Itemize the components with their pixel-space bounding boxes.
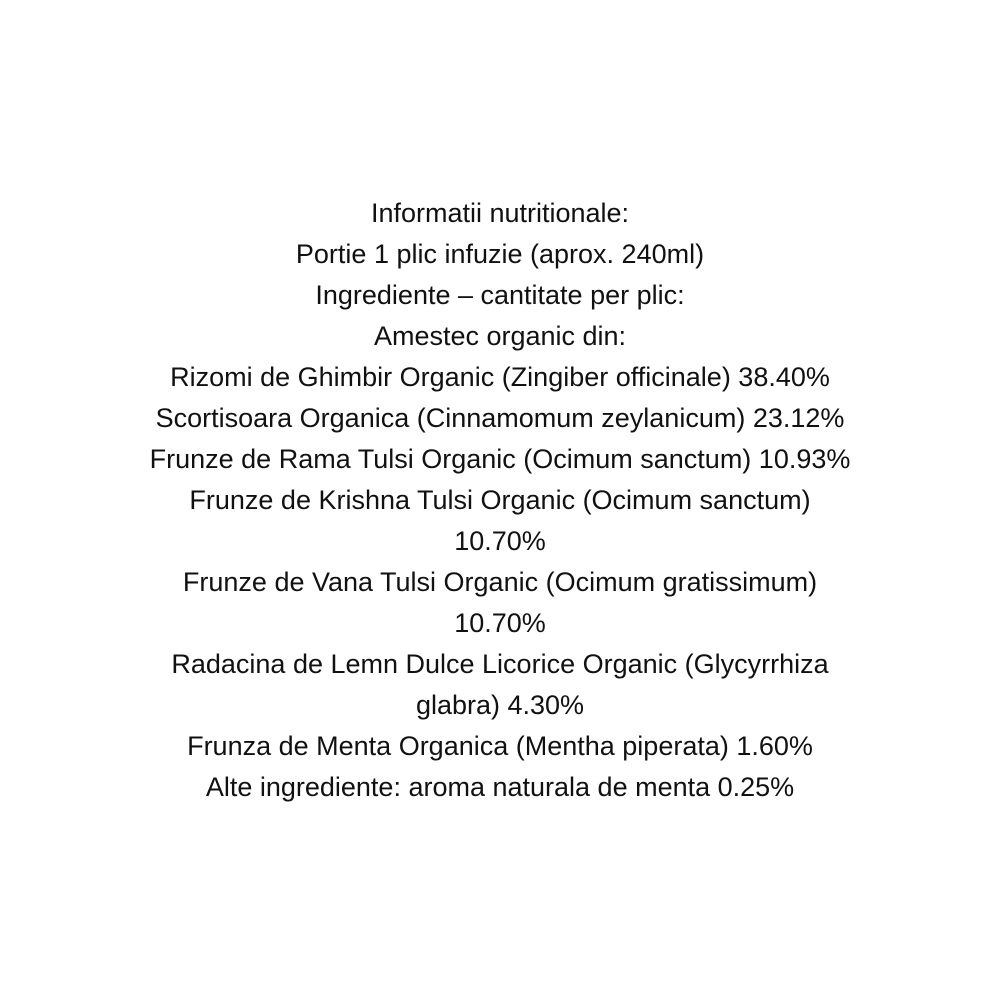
ingredient-cinnamon: Scortisoara Organica (Cinnamomum zeylanicum) 23.12% — [155, 403, 845, 433]
heading: Informatii nutritionale: — [370, 198, 630, 228]
other-ingredients: Alte ingrediente: aroma naturala de menta 0.25% — [205, 772, 795, 802]
ingredient-vana-tulsi: Frunze de Vana Tulsi Organic (Ocimum gratissimum) — [182, 567, 818, 597]
ingredients-label: Ingrediente – cantitate per plic: — [315, 280, 685, 310]
ingredient-krishna-tulsi-percent: 10.70% — [454, 526, 546, 556]
portion-line: Portie 1 plic infuzie (aprox. 240ml) — [295, 239, 705, 269]
nutrition-info-text — [100, 193, 900, 808]
ingredient-rama-tulsi: Frunze de Rama Tulsi Organic (Ocimum sanctum) 10.93% — [149, 444, 851, 474]
ingredient-ginger: Rizomi de Ghimbir Organic (Zingiber officinale) 38.40% — [170, 362, 830, 392]
ingredient-licorice-percent: glabra) 4.30% — [415, 690, 585, 720]
ingredient-krishna-tulsi: Frunze de Krishna Tulsi Organic (Ocimum sanctum) — [189, 485, 811, 515]
blend-label: Amestec organic din: — [373, 321, 627, 351]
ingredient-mint: Frunza de Menta Organica (Mentha piperata) 1.60% — [187, 731, 813, 761]
ingredient-licorice: Radacina de Lemn Dulce Licorice Organic (Glycyrrhiza — [171, 649, 829, 679]
ingredient-vana-tulsi-percent: 10.70% — [454, 608, 546, 638]
